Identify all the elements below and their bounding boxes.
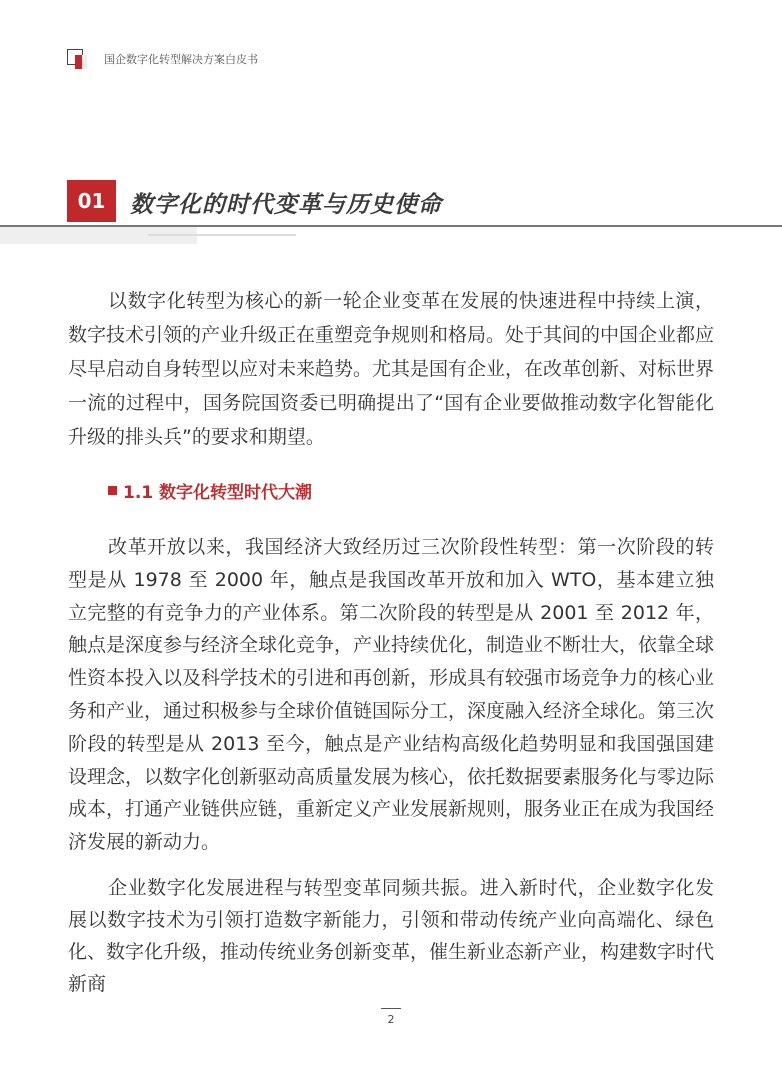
section-number-badge: 01: [67, 180, 116, 222]
page-number: 2: [387, 1013, 395, 1026]
logo-icon-shade: [82, 55, 87, 69]
page-number-rule: [381, 1008, 401, 1009]
paragraph: 以数字化转型为核心的新一轮企业变革在发展的快速进程中持续上演，数字技术引领的产业升级正在重塑竞争规则和格局。处于其间的中国企业都应尽早启动自身转型以应对未来趋势。尤其是国有企业，在改革创新、对标世界一流的过程中，国务院国资委已明确提出了“国有企业要做推动数字化智能化升级的排头兵”的要求和期望。: [68, 290, 715, 448]
document-header-title: 国企数字化转型解决方案白皮书: [104, 53, 258, 66]
square-bullet-icon: [108, 486, 117, 495]
section-divider-thin: [148, 234, 296, 236]
subsection-heading: [108, 478, 312, 503]
paragraph: 改革开放以来，我国经济大致经历过三次阶段性转型：第一次阶段的转型是从 1978 至 2000 年，触点是我国改革开放和加入 WTO，基本建立独立完整的有竞争力的产业体系。第二次阶段的转型是从 2001 至 2012 年，触点是深度参与经济全球化竞争，产业持续优化，制造业不断壮大，依靠全球性资本投入以及科学技术的引进和再创新，形成具有较强市场竞争力的核心业务和产业，通过积极参与全球价值链国际分工，深度融入经济全球化。第三次阶段的转型是从 2013 至今，触点是产业结构高级化趋势明显和我国强国建设理念，以数字化创新驱动高质量发展为核心，依托数据要素服务化与零边际成本，打通产业链供应链，重新定义产业发展新规则，服务业正在成为我国经济发展的新动力。: [68, 536, 715, 854]
logo-icon-accent: [75, 55, 82, 69]
subsection-title: 1.1 数字化转型时代大潮: [123, 483, 313, 503]
section-title: 数字化的时代变革与历史使命: [130, 192, 442, 218]
paragraph: 企业数字化发展进程与转型变革同频共振。进入新时代，企业数字化发展以数字技术为引领打造数字新能力，引领和带动传统产业向高端化、绿色化、数字化升级，推动传统业务创新变革，催生新业态新产业，构建数字时代新商: [68, 877, 715, 995]
